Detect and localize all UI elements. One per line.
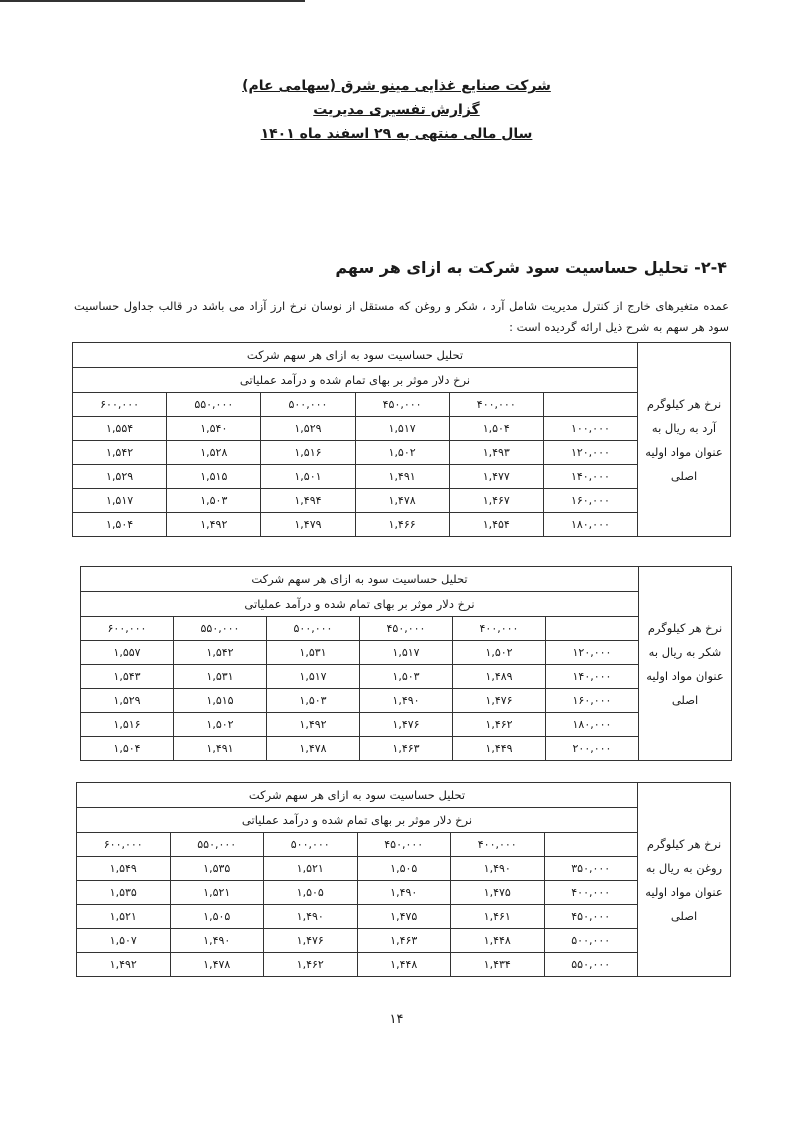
row-label: ۱۰۰,۰۰۰ [543, 417, 637, 441]
value-cell: ۱,۵۰۵ [264, 881, 358, 905]
column-header: ۵۰۰,۰۰۰ [261, 393, 355, 417]
row-label: ۱۶۰,۰۰۰ [543, 489, 637, 513]
table-subtitle: نرخ دلار موثر بر بهای تمام شده و درآمد عملیاتی [77, 808, 638, 833]
value-cell: ۱,۵۴۳ [81, 665, 174, 689]
table-subtitle: نرخ دلار موثر بر بهای تمام شده و درآمد عملیاتی [81, 592, 639, 617]
value-cell: ۱,۴۴۸ [451, 929, 545, 953]
value-cell: ۱,۵۰۴ [81, 737, 174, 761]
value-cell: ۱,۵۰۷ [77, 929, 171, 953]
value-cell: ۱,۵۴۹ [77, 857, 171, 881]
value-cell: ۱,۴۶۳ [357, 929, 451, 953]
value-cell: ۱,۴۷۸ [170, 953, 264, 977]
table-row [77, 881, 731, 905]
value-cell: ۱,۴۵۴ [449, 513, 543, 537]
table-row [73, 441, 731, 465]
column-header: ۵۰۰,۰۰۰ [267, 617, 360, 641]
column-header: ۵۰۰,۰۰۰ [264, 833, 358, 857]
column-header: ۴۰۰,۰۰۰ [453, 617, 546, 641]
table-row [73, 417, 731, 441]
value-cell: ۱,۴۹۳ [449, 441, 543, 465]
row-label: ۱۲۰,۰۰۰ [546, 641, 639, 665]
table-row [81, 713, 732, 737]
value-cell: ۱,۴۹۱ [174, 737, 267, 761]
value-cell: ۱,۴۷۶ [264, 929, 358, 953]
sensitivity-table-sugar [80, 566, 732, 761]
value-cell: ۱,۵۲۸ [167, 441, 261, 465]
value-cell: ۱,۴۹۲ [267, 713, 360, 737]
column-header-row [81, 617, 732, 641]
column-header: ۴۰۰,۰۰۰ [449, 393, 543, 417]
value-cell: ۱,۵۴۰ [167, 417, 261, 441]
value-cell: ۱,۴۷۹ [261, 513, 355, 537]
value-cell: ۱,۵۰۴ [449, 417, 543, 441]
table-row [81, 689, 732, 713]
table-row [73, 489, 731, 513]
row-label: ۳۵۰,۰۰۰ [544, 857, 638, 881]
value-cell: ۱,۵۱۶ [261, 441, 355, 465]
top-rule [0, 0, 305, 2]
value-cell: ۱,۴۶۶ [355, 513, 449, 537]
value-cell: ۱,۴۳۴ [451, 953, 545, 977]
value-cell: ۱,۵۱۷ [360, 641, 453, 665]
fiscal-period: سال مالی منتهی به ۲۹ اسفند ماه ۱۴۰۱ [260, 126, 533, 142]
value-cell: ۱,۴۹۰ [264, 905, 358, 929]
value-cell: ۱,۵۳۵ [170, 857, 264, 881]
column-header: ۴۵۰,۰۰۰ [360, 617, 453, 641]
value-cell: ۱,۴۷۶ [360, 713, 453, 737]
value-cell: ۱,۵۱۷ [73, 489, 167, 513]
value-cell: ۱,۵۱۶ [81, 713, 174, 737]
value-cell: ۱,۵۲۹ [81, 689, 174, 713]
row-label: ۴۰۰,۰۰۰ [544, 881, 638, 905]
value-cell: ۱,۵۰۲ [174, 713, 267, 737]
value-cell: ۱,۵۰۳ [167, 489, 261, 513]
intro-paragraph: عمده متغیرهای خارج از کنترل مدیریت شامل آرد ، شکر و روغن که مستقل از نوسان نرخ ارز آزاد می باشد در قالب جداول حساسیت سود هر سهم به شرح ذیل ارائه گردیده است : [74, 299, 729, 334]
report-header [0, 74, 793, 146]
value-cell: ۱,۴۴۹ [453, 737, 546, 761]
value-cell: ۱,۵۲۹ [73, 465, 167, 489]
value-cell: ۱,۴۸۹ [453, 665, 546, 689]
value-cell: ۱,۴۹۱ [355, 465, 449, 489]
value-cell: ۱,۴۷۷ [449, 465, 543, 489]
value-cell: ۱,۴۶۲ [264, 953, 358, 977]
value-cell: ۱,۴۹۰ [451, 857, 545, 881]
table-title: تحلیل حساسیت سود به ازای هر سهم شرکت [81, 567, 639, 592]
table-row [77, 929, 731, 953]
value-cell: ۱,۵۰۵ [170, 905, 264, 929]
value-cell: ۱,۵۴۲ [73, 441, 167, 465]
value-cell: ۱,۴۶۳ [360, 737, 453, 761]
row-label: ۱۶۰,۰۰۰ [546, 689, 639, 713]
row-label: ۱۴۰,۰۰۰ [546, 665, 639, 689]
row-label: ۱۸۰,۰۰۰ [546, 713, 639, 737]
column-header: ۶۰۰,۰۰۰ [81, 617, 174, 641]
table-row [81, 665, 732, 689]
column-header: ۴۰۰,۰۰۰ [451, 833, 545, 857]
column-header-row [73, 393, 731, 417]
section-title: ۲-۴- تحلیل حساسیت سود شرکت به ازای هر سهم [335, 258, 727, 277]
value-cell: ۱,۵۱۷ [267, 665, 360, 689]
corner-cell [543, 393, 637, 417]
value-cell: ۱,۴۷۸ [267, 737, 360, 761]
value-cell: ۱,۴۴۸ [357, 953, 451, 977]
value-cell: ۱,۵۳۱ [267, 641, 360, 665]
row-label: ۴۵۰,۰۰۰ [544, 905, 638, 929]
column-header: ۴۵۰,۰۰۰ [357, 833, 451, 857]
value-cell: ۱,۴۶۷ [449, 489, 543, 513]
value-cell: ۱,۴۷۸ [355, 489, 449, 513]
value-cell: ۱,۴۹۲ [167, 513, 261, 537]
page-number: ۱۴ [389, 1012, 404, 1027]
value-cell: ۱,۴۹۲ [77, 953, 171, 977]
value-cell: ۱,۴۹۰ [170, 929, 264, 953]
table-row [77, 857, 731, 881]
column-header: ۵۵۰,۰۰۰ [170, 833, 264, 857]
value-cell: ۱,۴۶۲ [453, 713, 546, 737]
value-cell: ۱,۵۳۵ [77, 881, 171, 905]
side-label: نرخ هر کیلوگرم آرد به ریال به عنوان مواد اولیه اصلی [638, 343, 731, 537]
corner-cell [546, 617, 639, 641]
table-row [81, 737, 732, 761]
row-label: ۱۸۰,۰۰۰ [543, 513, 637, 537]
sensitivity-table-flour [72, 342, 731, 537]
row-label: ۵۵۰,۰۰۰ [544, 953, 638, 977]
corner-cell [544, 833, 638, 857]
row-label: ۲۰۰,۰۰۰ [546, 737, 639, 761]
value-cell: ۱,۴۷۵ [357, 905, 451, 929]
value-cell: ۱,۴۹۰ [357, 881, 451, 905]
value-cell: ۱,۵۰۱ [261, 465, 355, 489]
company-name: شرکت صنایع غذایی مینو شرق (سهامی عام) [242, 78, 551, 94]
value-cell: ۱,۵۰۲ [355, 441, 449, 465]
row-label: ۱۲۰,۰۰۰ [543, 441, 637, 465]
value-cell: ۱,۴۷۵ [451, 881, 545, 905]
row-label: ۵۰۰,۰۰۰ [544, 929, 638, 953]
table-row [81, 641, 732, 665]
value-cell: ۱,۵۵۷ [81, 641, 174, 665]
table-row [77, 905, 731, 929]
value-cell: ۱,۵۱۵ [167, 465, 261, 489]
value-cell: ۱,۵۴۲ [174, 641, 267, 665]
side-label: نرخ هر کیلوگرم شکر به ریال به عنوان مواد اولیه اصلی [639, 567, 732, 761]
column-header-row [77, 833, 731, 857]
value-cell: ۱,۵۱۵ [174, 689, 267, 713]
value-cell: ۱,۵۲۱ [170, 881, 264, 905]
column-header: ۴۵۰,۰۰۰ [355, 393, 449, 417]
value-cell: ۱,۵۵۴ [73, 417, 167, 441]
side-label: نرخ هر کیلوگرم روغن به ریال به عنوان مواد اولیه اصلی [638, 783, 731, 977]
table-row [73, 465, 731, 489]
table-title: تحلیل حساسیت سود به ازای هر سهم شرکت [73, 343, 638, 368]
column-header: ۶۰۰,۰۰۰ [77, 833, 171, 857]
value-cell: ۱,۵۰۴ [73, 513, 167, 537]
column-header: ۶۰۰,۰۰۰ [73, 393, 167, 417]
value-cell: ۱,۵۳۱ [174, 665, 267, 689]
value-cell: ۱,۵۲۹ [261, 417, 355, 441]
value-cell: ۱,۴۶۱ [451, 905, 545, 929]
value-cell: ۱,۴۹۴ [261, 489, 355, 513]
table-subtitle: نرخ دلار موثر بر بهای تمام شده و درآمد عملیاتی [73, 368, 638, 393]
row-label: ۱۴۰,۰۰۰ [543, 465, 637, 489]
table-row [77, 953, 731, 977]
value-cell: ۱,۵۲۱ [77, 905, 171, 929]
value-cell: ۱,۵۲۱ [264, 857, 358, 881]
column-header: ۵۵۰,۰۰۰ [174, 617, 267, 641]
value-cell: ۱,۵۰۵ [357, 857, 451, 881]
table-row [73, 513, 731, 537]
report-title: گزارش تفسیری مدیریت [313, 102, 480, 118]
value-cell: ۱,۵۰۲ [453, 641, 546, 665]
sensitivity-table-oil [76, 782, 731, 977]
value-cell: ۱,۵۰۳ [267, 689, 360, 713]
value-cell: ۱,۴۷۶ [453, 689, 546, 713]
column-header: ۵۵۰,۰۰۰ [167, 393, 261, 417]
value-cell: ۱,۵۱۷ [355, 417, 449, 441]
table-title: تحلیل حساسیت سود به ازای هر سهم شرکت [77, 783, 638, 808]
value-cell: ۱,۴۹۰ [360, 689, 453, 713]
value-cell: ۱,۵۰۳ [360, 665, 453, 689]
